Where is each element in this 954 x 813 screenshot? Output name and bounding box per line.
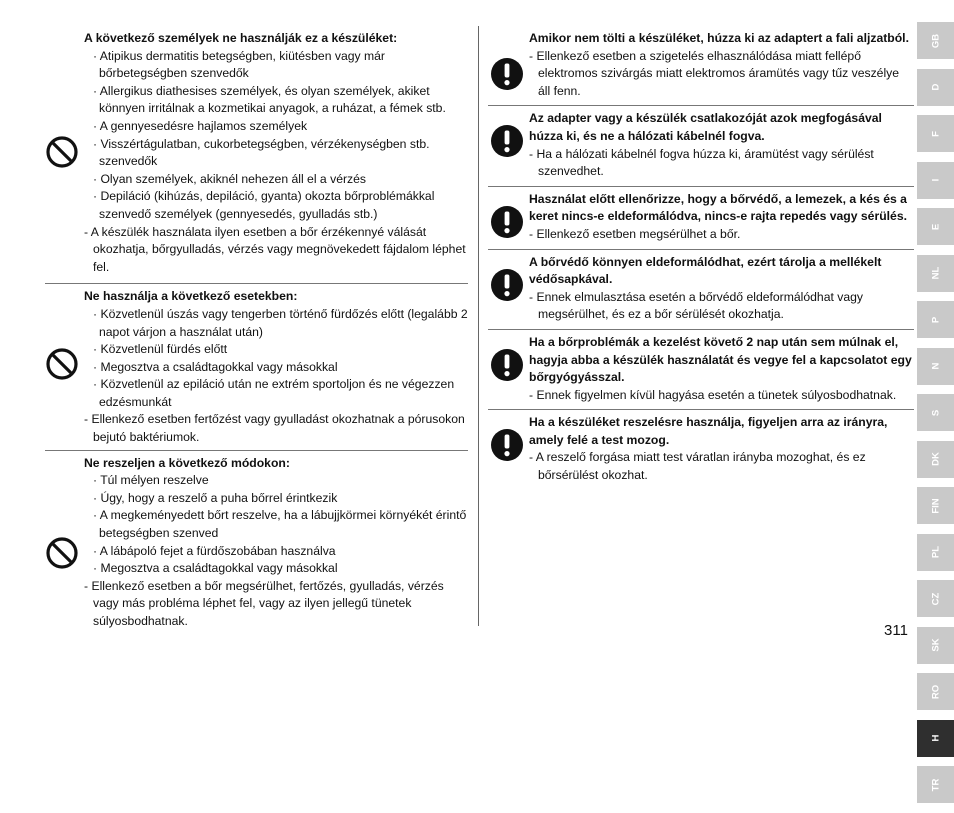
language-tab-h[interactable]: H xyxy=(917,720,954,757)
bullet-item: · Túl mélyen reszelve xyxy=(93,473,209,488)
language-tab-sk[interactable]: SK xyxy=(917,627,954,664)
warning-section xyxy=(45,284,468,450)
caution-section xyxy=(488,187,914,250)
section-heading: Ha a készüléket reszelésre használja, figyeljen arra az irányra, amely felé a test mozog. xyxy=(529,415,888,447)
section-heading: Ne használja a következő esetekben: xyxy=(84,289,298,304)
consequence-text: - Ennek elmulasztása esetén a bőrvédő eldeformálódhat vagy megsérülhet, és ez a bőr sérülését okozhatja. xyxy=(529,289,864,322)
bullet-item: · Atipikus dermatitis betegségben, kiütésben vagy már bőrbetegségben szenvedők xyxy=(93,48,385,81)
column-divider xyxy=(478,26,479,626)
language-tab-p[interactable]: P xyxy=(917,301,954,338)
language-tab-tr[interactable]: TR xyxy=(917,766,954,803)
bullet-item: · A lábápoló fejet a fürdőszobában használva xyxy=(93,543,336,558)
consequence-text: - Ha a hálózati kábelnél fogva húzza ki, áramütést vagy sérülést szenvedhet. xyxy=(529,146,874,179)
warning-section xyxy=(45,451,468,631)
language-tab-f[interactable]: F xyxy=(917,115,954,152)
warning-section xyxy=(45,30,468,284)
caution-section xyxy=(488,410,914,484)
caution-section xyxy=(488,250,914,330)
consequence-text: - A készülék használata ilyen esetben a bőr érzékennyé válását okozhatja, bőrgyulladás, vérzés vagy megnövekedett fájdalom léphet fel. xyxy=(84,224,466,274)
right-column xyxy=(488,30,914,485)
language-tab-d[interactable]: D xyxy=(917,69,954,106)
bullet-item: · Megosztva a családtagokkal vagy másokkal xyxy=(93,561,338,576)
caution-section xyxy=(488,30,914,106)
bullet-item: · Olyan személyek, akiknél nehezen áll el a vérzés xyxy=(93,171,366,186)
bullet-item: · Közvetlenül úszás vagy tengerben történő fürdőzés előtt (legalább 2 napot várjon a használat után) xyxy=(93,306,468,339)
caution-section xyxy=(488,106,914,186)
consequence-text: - Ellenkező esetben megsérülhet a bőr. xyxy=(529,226,741,241)
exclamation-icon xyxy=(491,349,523,381)
bullet-item: · Közvetlenül fürdés előtt xyxy=(93,342,228,357)
bullet-item: · A gennyesedésre hajlamos személyek xyxy=(93,118,308,133)
bullet-item: · Megosztva a családtagokkal vagy másokkal xyxy=(93,359,338,374)
language-tab-gb[interactable]: GB xyxy=(917,22,954,59)
section-heading: A következő személyek ne használják ez a készüléket: xyxy=(84,31,398,45)
prohibition-icon xyxy=(45,536,79,570)
exclamation-icon xyxy=(491,269,523,301)
bullet-item: · A megkeményedett bőrt reszelve, ha a lábujjkörmei környékét érintő betegségben szenved xyxy=(93,508,467,541)
language-tab-e[interactable]: E xyxy=(917,208,954,245)
exclamation-icon xyxy=(491,429,523,461)
language-tab-pl[interactable]: PL xyxy=(917,534,954,571)
consequence-text: - A reszelő forgása miatt test váratlan irányba mozoghat, és ez bőrsérülést okozhat. xyxy=(529,450,866,483)
bullet-item: · Visszértágulatban, cukorbetegségben, vérzékenységben stb. szenvedők xyxy=(93,136,430,169)
exclamation-icon xyxy=(491,206,523,238)
language-tab-s[interactable]: S xyxy=(917,394,954,431)
language-tab-ro[interactable]: RO xyxy=(917,673,954,710)
exclamation-icon xyxy=(491,125,523,157)
bullet-item: · Depiláció (kihúzás, depiláció, gyanta) okozta bőrproblémákkal szenvedő személyek (gennyesedés, gyulladás stb.) xyxy=(93,189,435,221)
language-tab-nl[interactable]: NL xyxy=(917,255,954,292)
language-tab-fin[interactable]: FIN xyxy=(917,487,954,524)
caution-section xyxy=(488,330,914,410)
left-column xyxy=(45,30,468,631)
bullet-item: · Allergikus diathesises személyek, és olyan személyek, akiket könnyen irritálnak a kozmetikai anyagok, a ruházat, a fémek stb. xyxy=(93,83,446,116)
language-tab-n[interactable]: N xyxy=(917,348,954,385)
section-heading: Amikor nem tölti a készüléket, húzza ki az adaptert a fali aljzatból. xyxy=(529,31,909,45)
section-heading: Használat előtt ellenőrizze, hogy a bőrvédő, a lemezek, a kés és a keret nincs-e eldeformálódva, nincs-e rajta repedés vagy sérülés. xyxy=(529,191,907,224)
consequence-text: - Ennek figyelmen kívül hagyása esetén a tünetek súlyosbodhatnak. xyxy=(529,387,897,402)
section-heading: A bőrvédő könnyen eldeformálódhat, ezért tárolja a mellékelt védősapkával. xyxy=(529,254,882,287)
prohibition-icon xyxy=(45,135,79,169)
language-tab-cz[interactable]: CZ xyxy=(917,580,954,617)
language-tabs xyxy=(917,22,954,813)
section-heading: Ne reszeljen a következő módokon: xyxy=(84,455,290,470)
language-tab-dk[interactable]: DK xyxy=(917,441,954,478)
bullet-item: · Közvetlenül az epiláció után ne extrém sportoljon és ne végezzen edzésmunkát xyxy=(93,377,455,409)
exclamation-icon xyxy=(491,58,523,90)
consequence-text: - Ellenkező esetben a szigetelés elhasználódása miatt fellépő elektromos szivárgás miatt elektromos áramütés vagy tűz veszélye áll fenn. xyxy=(529,48,900,98)
prohibition-icon xyxy=(45,347,79,381)
consequence-text: - Ellenkező esetben a bőr megsérülhet, fertőzés, gyulladás, vérzés vagy más probléma léphet fel, vagy az ilyen jellegű tünetek súlyosbodhatnak. xyxy=(84,578,444,628)
bullet-item: · Úgy, hogy a reszelő a puha bőrrel érintkezik xyxy=(93,490,338,505)
section-heading: Ha a bőrproblémák a kezelést követő 2 nap után sem múlnak el, hagyja abba a készülék használatát és vegye fel a kapcsolatot egy bőrgyógyásszal. xyxy=(529,334,912,385)
page-number: 311 xyxy=(884,622,908,639)
section-heading: Az adapter vagy a készülék csatlakozóját azok megfogásával húzza ki, és ne a hálózati kábelnél fogva. xyxy=(529,111,882,143)
consequence-text: - Ellenkező esetben fertőzést vagy gyulladást okozhatnak a pórusokon bejutó baktériumok. xyxy=(84,412,465,445)
language-tab-i[interactable]: I xyxy=(917,162,954,199)
